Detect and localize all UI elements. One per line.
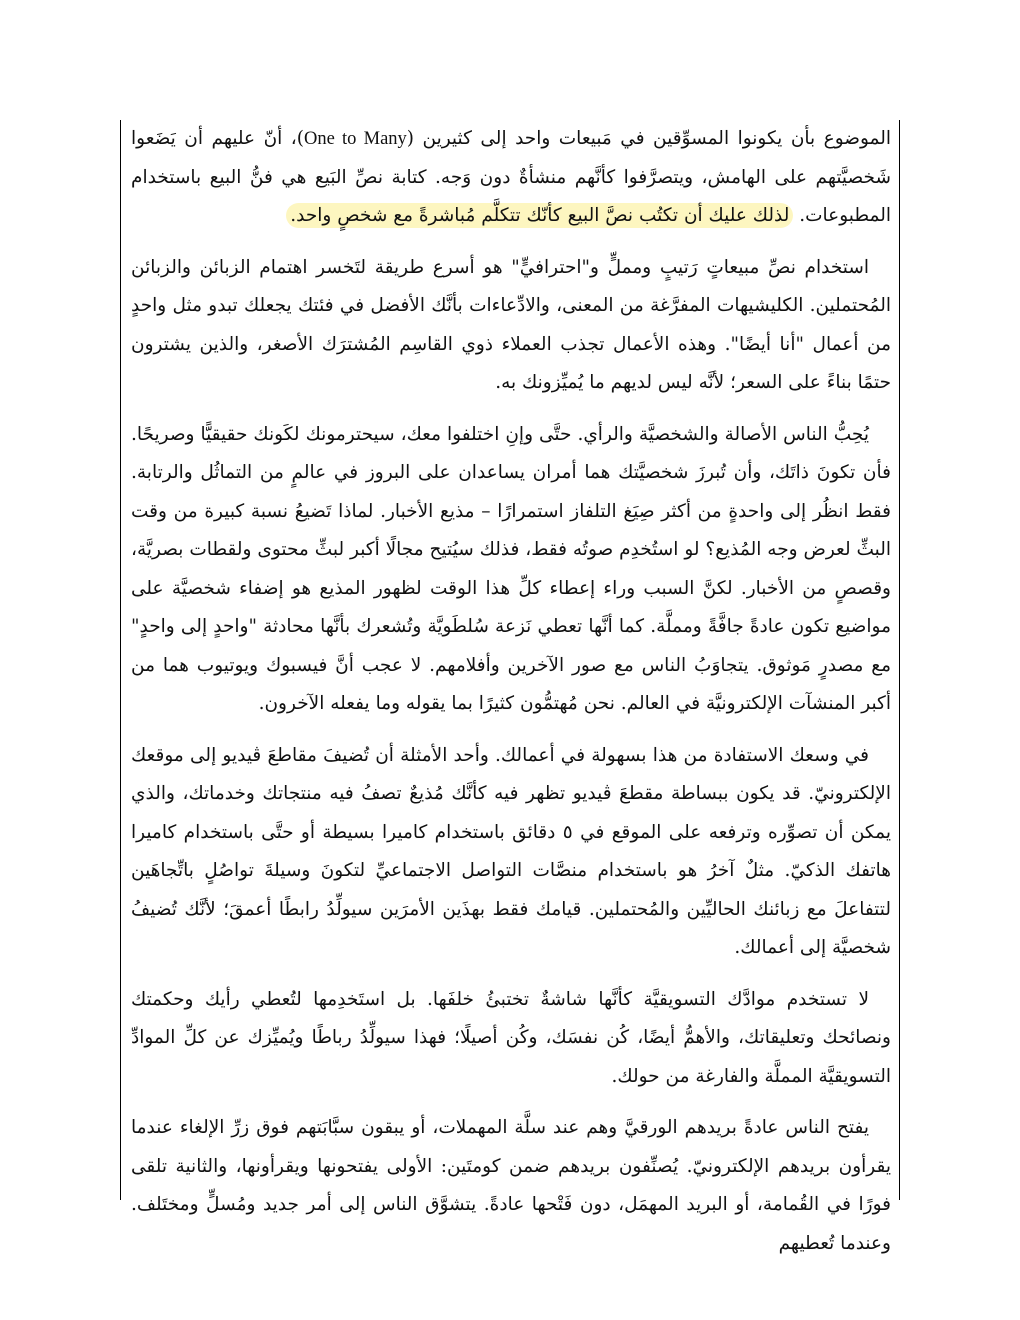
document-page <box>120 120 900 1254</box>
paragraph-4: في وسعك الاستفادة من هذا بسهولة في أعمالك. وأحد الأمثلة أن تُضيفَ مقاطعَ ڤيديو إلى موقعك الإلكترونيّ. قد يكون ببساطة مقطعَ ڤيديو تظهر فيه كأنَّك مُذيعٌ تصفُ فيه منتجاتك وخدماتك، والذي يمكن أن تصوِّره وترفعه على الموقع في ٥ دقائق باستخدام كاميرا بسيطة أو حتَّى باستخدام كاميرا هاتفك الذكيّ. مثلٌ آخرُ هو باستخدام منصَّات التواصل الاجتماعيِّ لتكونَ وسيلةَ تواصُلٍ باتِّجاهَين لتتفاعلَ مع زبائنك الحاليِّين والمُحتملين. قيامك فقط بهذَين الأمرَين سيولِّدُ رابطًا أعمقَ؛ لأنَّك تُضيفُ شخصيَّة إلى أعمالك. <box>131 744 891 958</box>
highlighted-sentence[interactable]: لذلك عليك أن تكتُب نصَّ البيع كأنّك تتكلَّم مُباشرةً مع شخصٍ واحد. <box>286 203 793 228</box>
paragraph-2: استخدام نصِّ مبيعاتٍ رَتيبٍ ومملٍّ و"احترافيٍّ" هو أسرع طريقة لتَخسر اهتمام الزبائن والزبائن المُحتملين. الكليشيهات المفرَّغة من المعنى، والادِّعاءات بأنَّك الأفضل في فئتك يجعلك تبدو مثل واحدٍ من أعمال "أنا أيضًا". وهذه الأعمال تجذب العملاء ذوي القاسِم المُشترَك الأصغر، والذين يشترون حتمًا بناءً على السعر؛ لأنَّه ليس لديهم ما يُميِّزونك به. <box>131 256 891 393</box>
paragraph-3: يُحِبُّ الناس الأصالة والشخصيَّة والرأي. حتَّى وإنِ اختلفوا معك، سيحترمونك لكَونك حقيقيًّا وصريحًا. فأن تكونَ ذاتَك، وأن تُبرزَ شخصيَّتك هما أمران يساعدان على البروز في عالمٍ من التماثُل والرتابة. فقط انظُر إلى واحدةٍ من أكثر صِيَغ التلفاز استمرارًا – مذيع الأخبار. لماذا تَضيعُ نسبة كبيرة من وقت البثِّ لعرض وجه المُذيع؟ لو استُخدِم صوتُه فقط، فذلك سيُتيح مجالًا أكبر لبثِّ محتوى ولقطات بصريَّة، وقصصٍ من الأخبار. لكنَّ السبب وراء إعطاء كلِّ هذا الوقت لظهور المذيع هو إضفاء شخصيَّة على مواضيع تكون عادةً جافَّةً ومملَّة. كما أنَّها تعطي نَزعة سُلطَويَّة وتُشعرك بأنَّها محادثة "واحدٍ إلى واحدٍ" مع مصدرٍ مَوثوق. يتجاوَبُ الناس مع صور الآخرين وأفلامهم. لا عجب أنَّ فيسبوك ويوتيوب هما من أكبر المنشآت الإلكترونيَّة في العالم. نحن مُهتمُّون كثيرًا بما يقوله وما يفعله الآخرون. <box>131 423 891 714</box>
document-body <box>131 120 891 1276</box>
paragraph-6: يفتح الناس عادةً بريدهم الورقيَّ وهم عند سلَّة المهملات، أو يبقون سبَّابَتهم فوق زرِّ الإلغاء عندما يقرأون بريدهم الإلكترونيّ. يُصنِّفون بريدهم ضمن كومتَين: الأولى يفتحونها ويقرأونها، والثانية تلقى فورًا في القُمامة، أو البريد المهمَل، دون فَتْحها عادةً. يتشوَّق الناس إلى أمر جديد ومُسلٍّ ومختَلف. وعندما تُعطيهم <box>131 1117 891 1254</box>
paragraph-5: لا تستخدم موادَّك التسويقيَّة كأنَّها شاشةٌ تختبئُ خلفَها. بل استَخدِمها لتُعطي رأيك وحكمتك ونصائحك وتعليقاتك، والأهمُّ أيضًا، كُن نفسَك، وكُن أصيلًا؛ فهذا سيولِّدُ رباطًا ويُميِّزك عن كلِّ الموادِّ التسويقيَّة المملَّة والفارغة من حولك. <box>131 988 891 1087</box>
paragraph-1-text-b: )، أنّ عليهم أن يَضَعوا شَخصيَّتهم على الهامش، ويتصرَّفوا كأنَّهم منشأةٌ دون وَجه. كتابة نصِّ البَيع هي فنُّ البيع باستخدام المطبوعات. <box>131 128 891 226</box>
paragraph-1-text-a: الموضوع بأن يكونوا المسوِّقين في مَبيعات واحد إلى كثيرين ( <box>406 128 891 149</box>
paragraph-1 <box>131 120 891 236</box>
paragraph-1-english-term: One to Many <box>303 129 407 149</box>
